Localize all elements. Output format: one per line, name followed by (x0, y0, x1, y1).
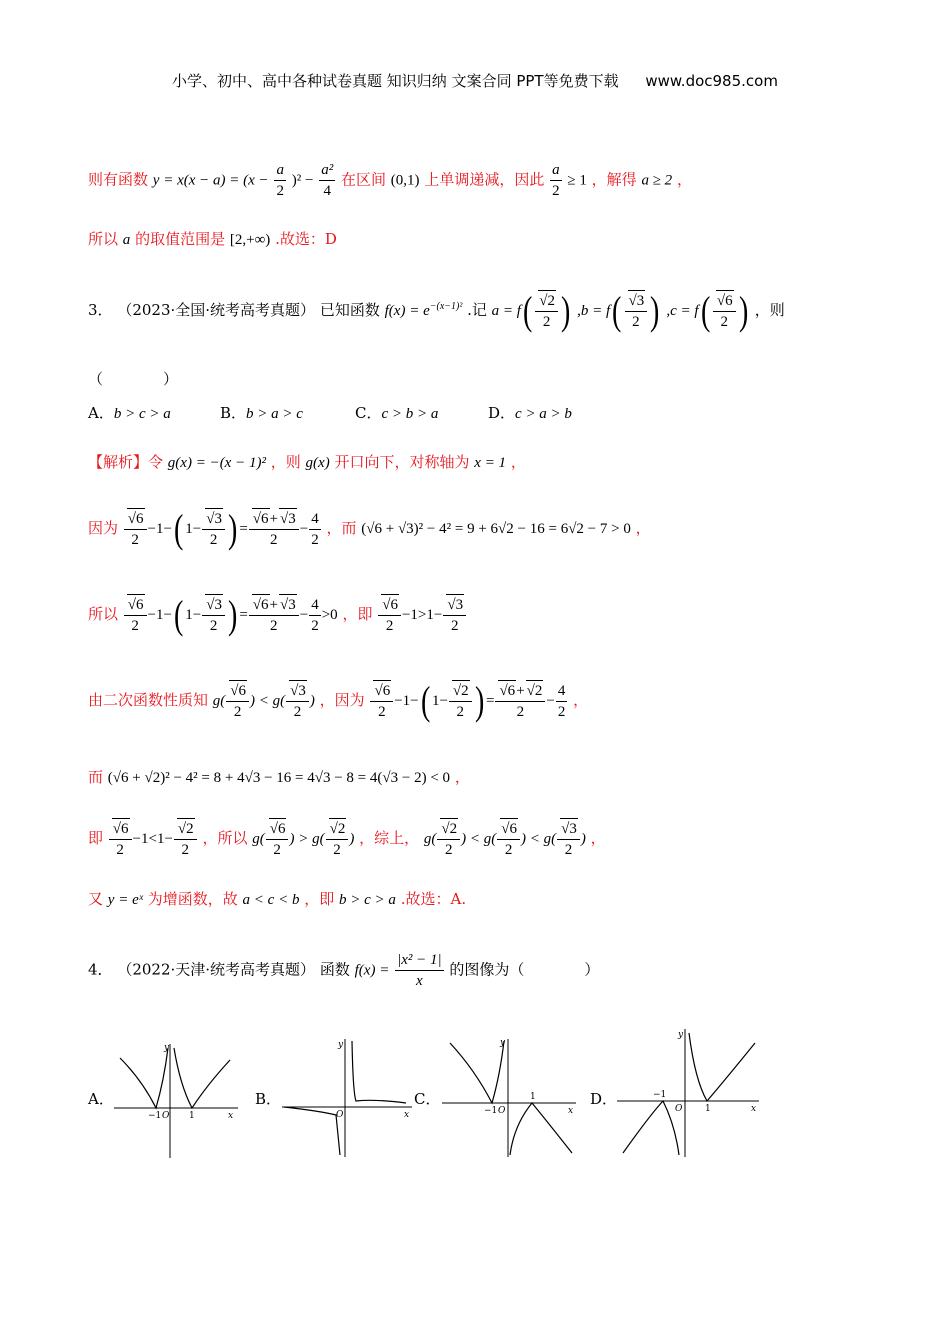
y-axis-label: y (678, 1030, 684, 1040)
fraction (395, 950, 444, 991)
origin-label: O (675, 1104, 683, 1114)
page-header (0, 70, 950, 91)
tick-1: 1 (705, 1104, 711, 1114)
x-axis-label: x (568, 1106, 574, 1116)
text: 上单调递减，因此 (424, 170, 545, 189)
text: 又 (88, 890, 104, 908)
option-label: D． (488, 404, 516, 422)
fraction: $\frac{√6}{2}$ (713, 290, 736, 332)
tick-1: 1 (530, 1092, 536, 1102)
text: ，解得 (591, 170, 637, 189)
x-axis-label: x (404, 1110, 410, 1120)
text: ， (573, 691, 589, 709)
text: .记 (467, 301, 487, 319)
option-b[interactable] (220, 402, 303, 423)
question-number: 3． (88, 301, 113, 319)
origin-label: O (498, 1106, 506, 1116)
graph-b[interactable] (280, 1035, 415, 1160)
x-axis-label: x (751, 1104, 757, 1114)
text: 因为 (88, 519, 119, 537)
x-axis-label: x (228, 1111, 234, 1121)
text: 【解析】令 (88, 453, 164, 471)
option-expr: c > b > a (381, 406, 439, 422)
math: a (122, 232, 131, 248)
y-axis-label: y (500, 1038, 506, 1048)
math: a < c < b (242, 892, 300, 908)
math: (√6 + √3)² − 4² = 9 + 6√2 − 16 = 6√2 − 7 > 0 (361, 521, 631, 537)
graph-c-label[interactable]: C． (414, 1090, 441, 1108)
tick-1: 1 (189, 1111, 195, 1121)
math: g(x) (305, 455, 330, 471)
math: ≥ 1 (567, 172, 587, 189)
fraction: $\frac{√2}{2}$ (535, 290, 558, 332)
fraction: $\frac{a}{2}$ (276, 162, 284, 199)
text: ， (454, 768, 470, 786)
fraction: $\frac{√3}{2}$ (625, 290, 648, 332)
solution-line-1 (88, 160, 692, 201)
text: ，则 (754, 301, 785, 319)
text: ， (676, 170, 692, 189)
question-3: 3． （2023·全国·统考高考真题） 已知函数 $f(x) = e^{-(x-1)^2}$ .记 a = f( $\frac{√2}{2}$ ) ,b = f( $\frac{√3}{2}$ ) ,c = f( $\frac{√6}{2}$ ) ，则 (88, 288, 785, 333)
math: a = f (491, 303, 521, 319)
question-4 (88, 950, 599, 991)
text: 即 (88, 829, 104, 847)
text: 为增函数，故 (147, 890, 238, 908)
solution-s5 (88, 766, 470, 787)
text: 所以 (88, 230, 119, 248)
solution-s4: 由二次函数性质知 g( $\frac{√6}{2}$ ) < g( $\frac{√3}{2}$ ) ，因为 $\frac{√6}{2}$ −1−( 1− $\frac{√2}{2}$ ) = $\frac{√6+ √2}{2}$ − $\frac{4}{2}$ ， (88, 678, 589, 723)
text: 在区间 (340, 170, 386, 189)
math: ,b = f (577, 303, 611, 319)
question-source: （2022·天津·统考高考真题） (117, 960, 316, 979)
option-d[interactable] (488, 402, 572, 423)
text: ， (510, 453, 526, 471)
text: 已知函数 (319, 301, 380, 319)
tick-neg1: −1 (653, 1090, 667, 1100)
math: x = 1 (474, 455, 507, 471)
math: ,c = f (666, 303, 699, 319)
text: ， (590, 829, 606, 847)
text: .故选：A. (400, 890, 467, 908)
tick-neg1: −1 (148, 1111, 162, 1121)
graph-d[interactable] (615, 1025, 763, 1160)
option-expr: b > a > c (246, 406, 303, 422)
math-exponent: −(x−1)² (429, 301, 463, 312)
text: ，即 (342, 605, 373, 623)
math: [2,+∞) (229, 232, 271, 248)
graph-c[interactable] (440, 1035, 580, 1160)
text: ，而 (326, 519, 357, 537)
option-label: C． (355, 404, 382, 422)
fraction: $\frac{a}{2}$ (552, 162, 560, 199)
graph-b-label[interactable]: B． (255, 1090, 282, 1108)
math: (√6 + √2)² − 4² = 8 + 4√3 − 16 = 4√3 − 8 = 4(√3 − 2) < 0 (107, 770, 451, 786)
solution-s1 (88, 451, 526, 472)
option-a[interactable] (88, 402, 171, 423)
option-label: B． (220, 404, 247, 422)
solution-s6: 即 $\frac{√6}{2}$ −1<1− $\frac{√2}{2}$ ，所以 g( $\frac{√6}{2}$ ) > g( $\frac{√2}{2}$ ) ，综上， g( $\frac{√2}{2}$ ) < g( $\frac{√6}{2}$ ) < g( $\frac{√3}{2}$ ) ， (88, 818, 606, 860)
solution-line-2 (88, 228, 337, 249)
y-axis-label: y (164, 1043, 170, 1053)
text: 的图像为（ ） (449, 960, 600, 979)
question-number: 4． (88, 960, 113, 979)
option-c[interactable] (355, 402, 438, 423)
option-expr: c > a > b (515, 406, 572, 422)
question-3-paren: （ ） (88, 370, 179, 388)
solution-s3: 所以 $\frac{√6}{2}$ −1−( 1− $\frac{√3}{2}$ ) = $\frac{√6+ √3}{2}$ − $\frac{4}{2}$ >0 ，即 $\frac{√6}{2}$ −1>1− $\frac{√3}{2}$ (88, 594, 467, 636)
origin-label: O (162, 1111, 170, 1121)
header-text: 小学、初中、高中各种试卷真题 知识归纳 文案合同 PPT等免费下载 (172, 72, 619, 90)
tick-neg1: −1 (484, 1106, 498, 1116)
graph-d-label[interactable]: D． (590, 1090, 618, 1108)
option-label: A． (88, 404, 114, 422)
text: ，所以 (202, 829, 248, 847)
y-axis-label: y (338, 1040, 344, 1050)
origin-label: O (336, 1110, 344, 1120)
header-url: www.doc985.com (645, 72, 778, 90)
text: ，因为 (319, 691, 365, 709)
solution-s2: 因为 $\frac{√6}{2}$ −1−( 1− $\frac{√3}{2}$ ) = $\frac{√6+ √3}{2}$ − $\frac{4}{2}$ ，而 (√6 + √3)² − 4² = 9 + 6√2 − 16 = 6√2 − 7 > 0 ， (88, 506, 651, 551)
text: 的取值范围是 (135, 230, 226, 248)
math: (0,1) (390, 172, 420, 189)
text: 而 (88, 768, 104, 786)
math: f(x) = (354, 962, 390, 979)
math: y = eˣ (107, 892, 143, 908)
graph-a-label[interactable]: A． (88, 1090, 114, 1108)
option-expr: b > c > a (113, 406, 171, 422)
graph-a[interactable] (112, 1040, 240, 1160)
text: ，综上， (359, 829, 420, 847)
math: g(x) = −(x − 1)² (167, 455, 266, 471)
text: 由二次函数性质知 (88, 691, 209, 709)
solution-s7 (88, 888, 466, 909)
text: 开口向下，对称轴为 (334, 453, 470, 471)
text: ， (635, 519, 651, 537)
math: f(x) = e (384, 303, 430, 319)
text: 则有函数 (88, 170, 149, 189)
text: ，即 (304, 890, 335, 908)
math: b > c > a (339, 892, 396, 908)
math: a ≥ 2 (641, 172, 673, 189)
text: 函数 (319, 960, 350, 979)
text: 所以 (88, 605, 119, 623)
text: ，则 (270, 453, 301, 471)
text: .故选：D (275, 230, 337, 248)
math: )² − (291, 172, 314, 189)
denominator: x (416, 973, 423, 989)
math: y = x(x − a) = (x − (152, 172, 269, 189)
numerator: |x² − 1| (395, 950, 444, 971)
question-source: （2023·全国·统考高考真题） (117, 301, 316, 319)
fraction: $\frac{\text{a²}}{4}$ (321, 162, 334, 199)
